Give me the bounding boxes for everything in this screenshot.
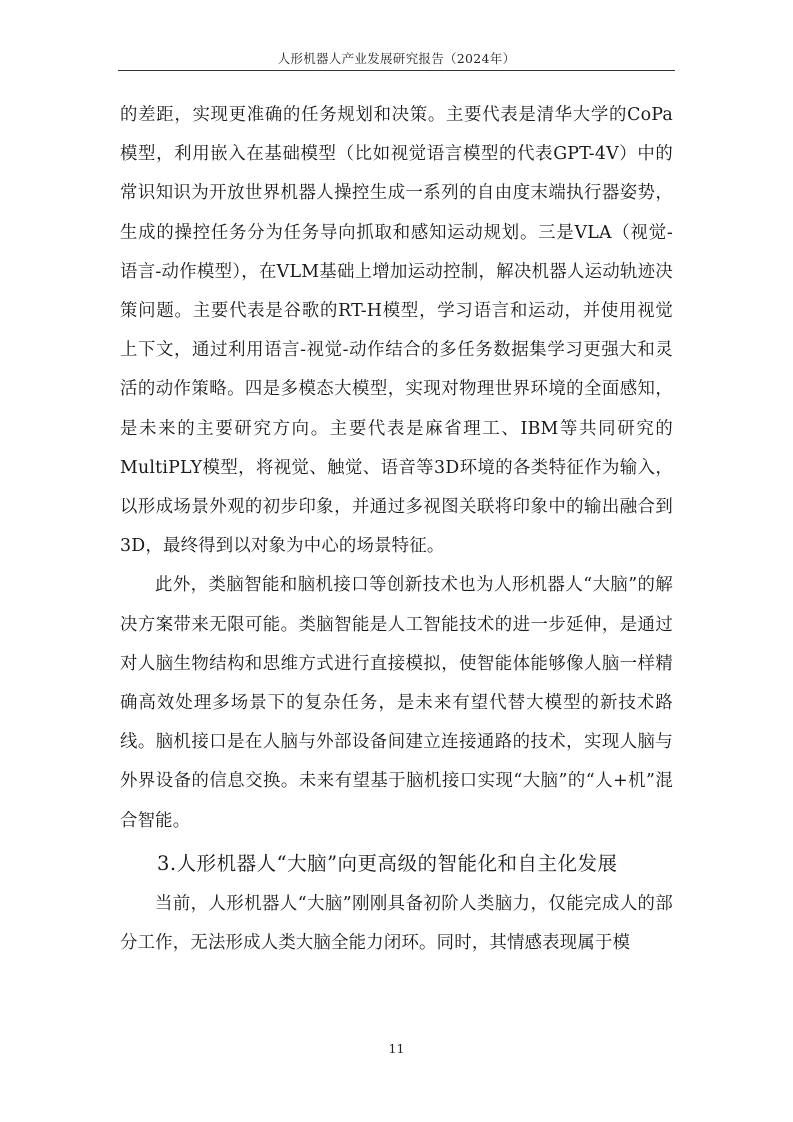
page-number: 11 — [388, 1041, 405, 1056]
section-heading: 3.人形机器人“大脑”向更高级的智能化和自主化发展 — [157, 851, 618, 875]
page-body — [120, 96, 673, 963]
paragraph-current-status: 当前，人形机器人“大脑”刚刚具备初阶人类脑力，仅能完成人的部分工作，无法形成人类大脑全能力闭环。同时，其情感表现属于模 — [120, 893, 673, 954]
running-header: 人形机器人产业发展研究报告（2024年） — [277, 51, 516, 66]
paragraph-brain-inspired: 此外，类脑智能和脑机接口等创新技术也为人形机器人“大脑”的解决方案带来无限可能。类脑智能是人工智能技术的进一步延伸，是通过对人脑生物结构和思维方式进行直接模拟，使智能体能够像人脑一样精确高效处理多场景下的复杂任务，是未来有望代替大模型的新技术路线。脑机接口是在人脑与外部设备间建立连接通路的技术，实现人脑与外界设备的信息交换。未来有望基于脑机接口实现“大脑”的“人+机”混合智能。 — [120, 575, 673, 831]
paragraph-continuation: 的差距，实现更准确的任务规划和决策。主要代表是清华大学的CoPa模型，利用嵌入在基础模型（比如视觉语言模型的代表GPT-4V）中的常识知识为开放世界机器人操控生成一系列的自由度末端执行器姿势，生成的操控任务分为任务导向抓取和感知运动规划。三是VLA（视觉-语言-动作模型），在VLM基础上增加运动控制，解决机器人运动轨迹决策问题。主要代表是谷歌的RT-H模型，学习语言和运动，并使用视觉上下文，通过利用语言-视觉-动作结合的多任务数据集学习更强大和灵活的动作策略。四是多模态大模型，实现对物理世界环境的全面感知，是未来的主要研究方向。主要代表是麻省理工、IBM等共同研究的MultiPLY模型，将视觉、触觉、语音等3D环境的各类特征作为输入，以形成场景外观的初步印象，并通过多视图关联将印象中的输出融合到3D，最终得到以对象为中心的场景特征。 — [120, 105, 673, 557]
header-rule — [118, 70, 675, 71]
